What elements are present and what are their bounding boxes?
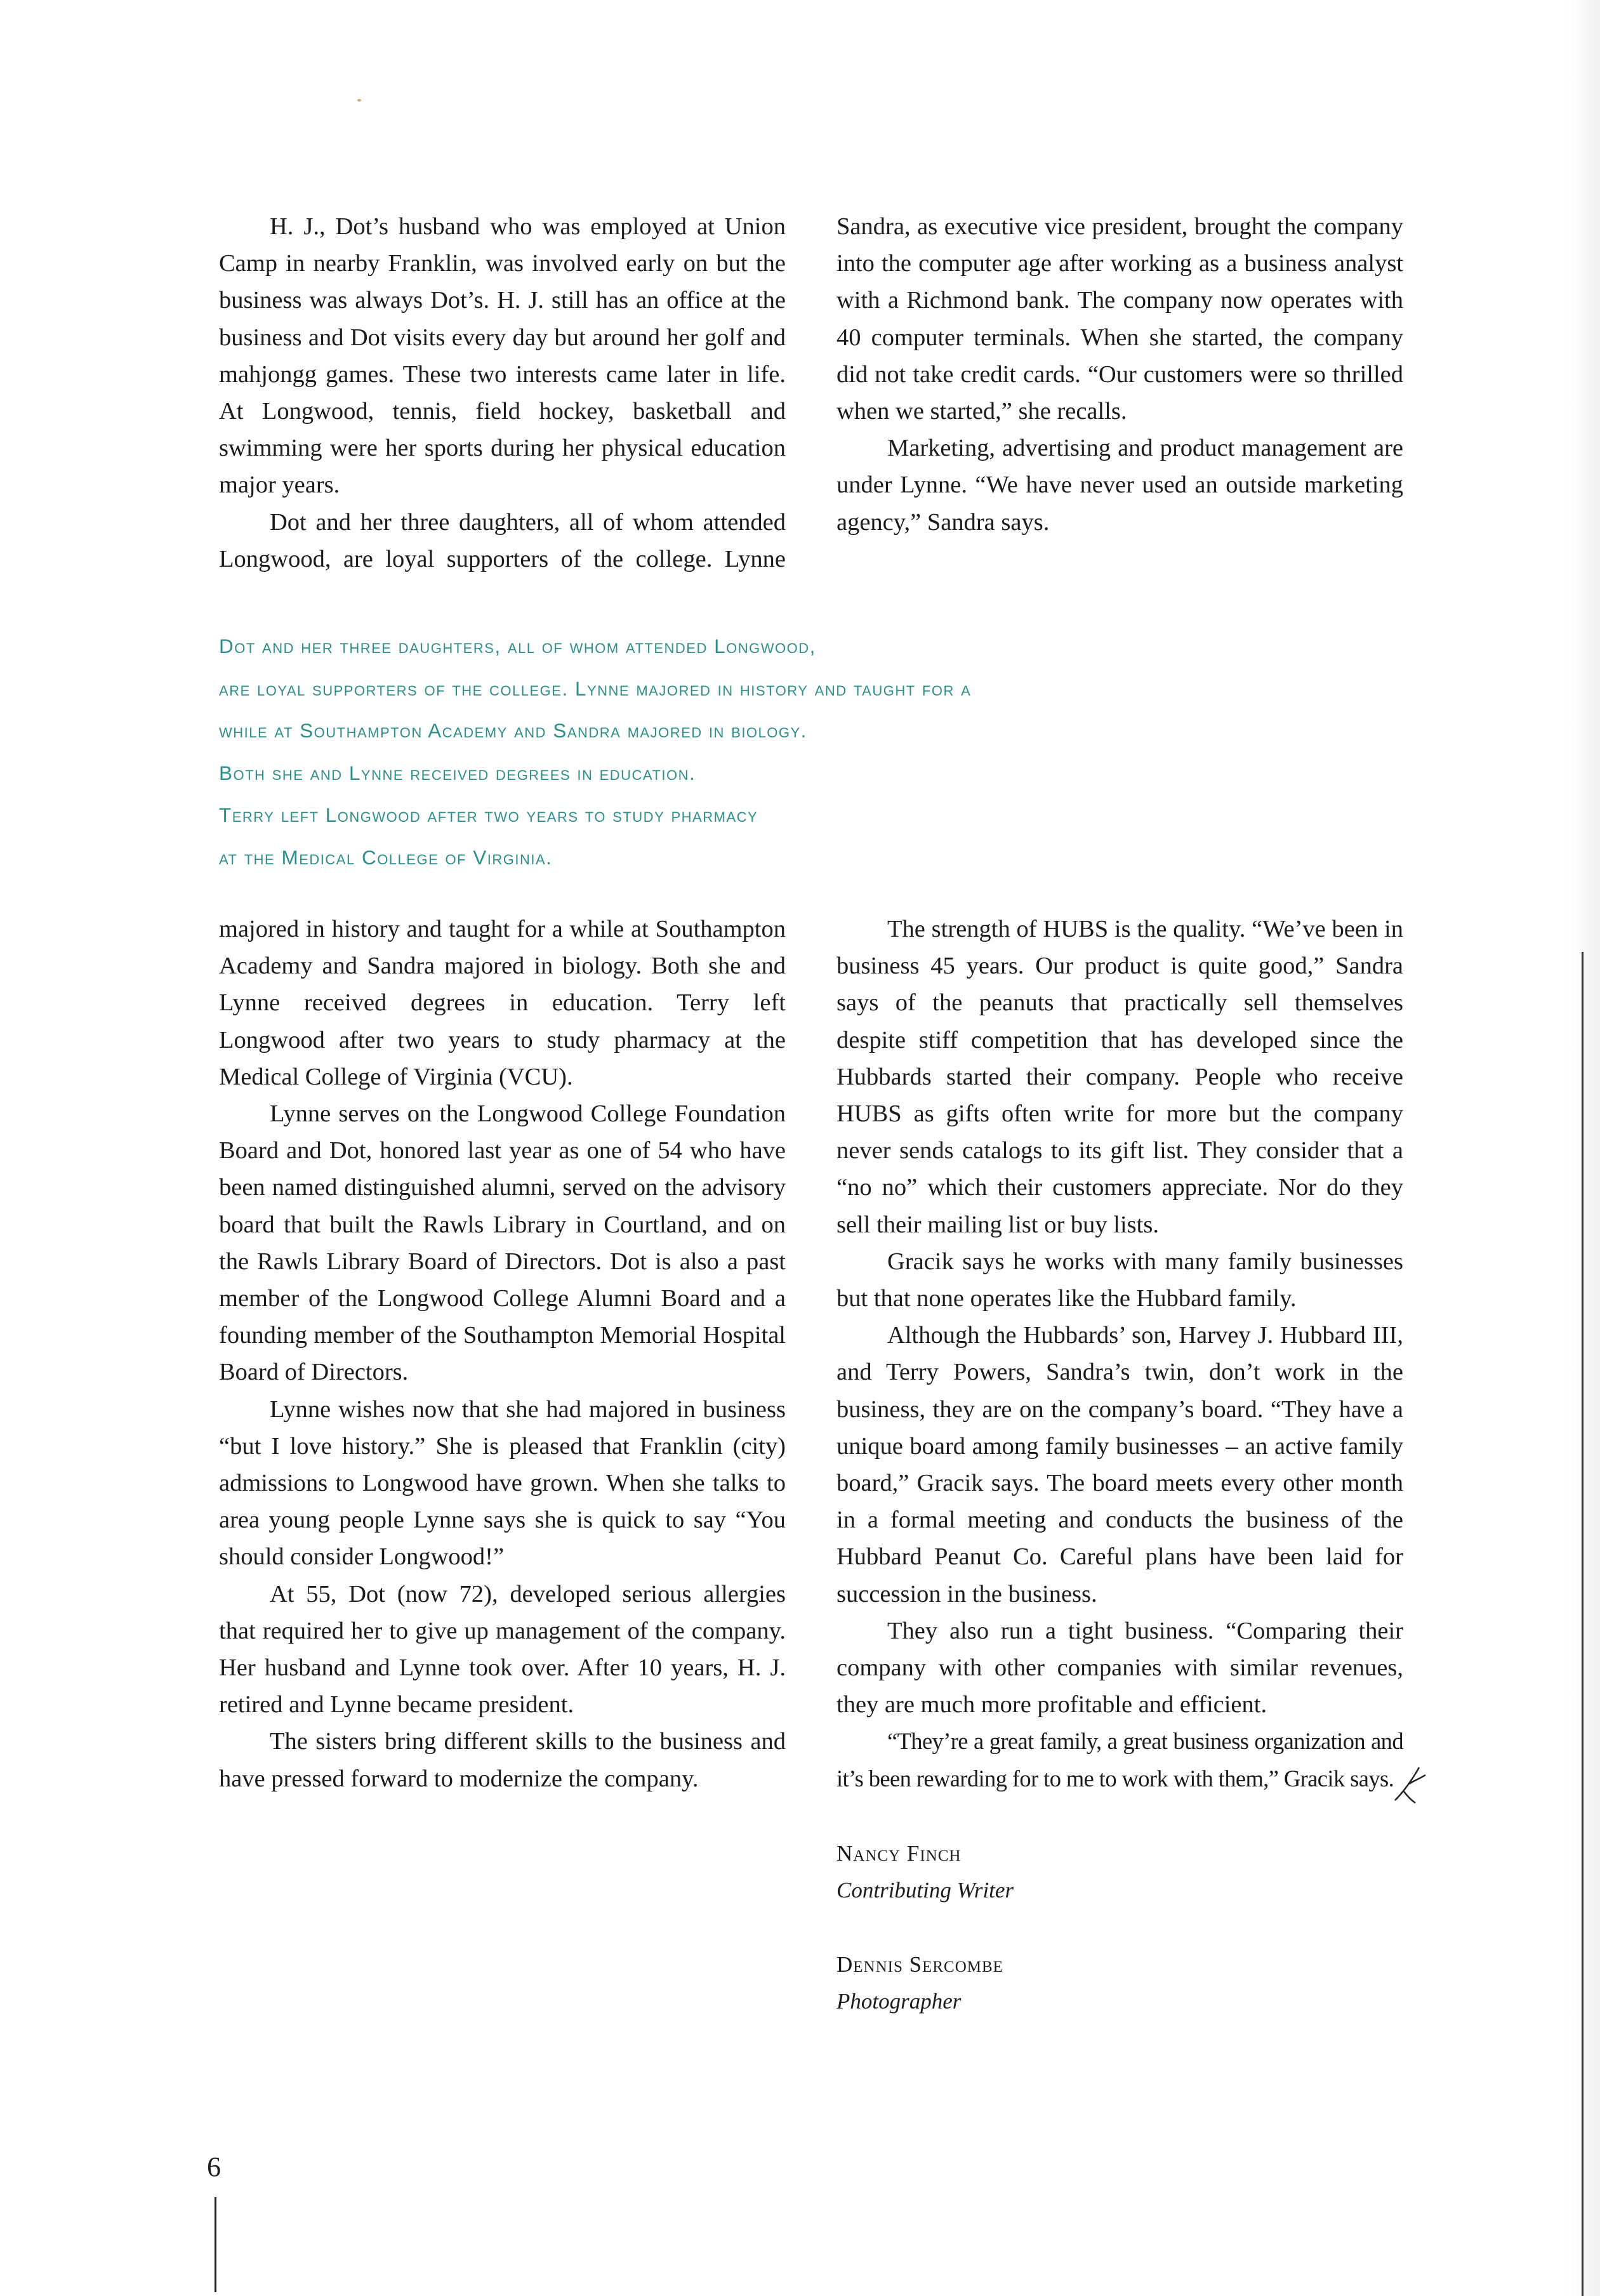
- column-top-left: [219, 208, 786, 577]
- credit-role: Contributing Writer: [836, 1878, 1014, 1903]
- paragraph: majored in history and taught for a while at Southampton Academy and Sandra majored in biology. Both she and Lynne received degrees in education. Terry left Longwood after two years to study pharmacy at the Medical College of Virginia (VCU).: [219, 916, 786, 1090]
- paragraph: The strength of HUBS is the quality. “We’ve been in business 45 years. Our product is quite good,” Sandra says of the peanuts that practically sell themselves despite stiff competition that has developed since the Hubbards started their company. People who receive HUBS as gifts often write for more but the company never sends catalogs to its gift list. They consider that a “no no” which their customers appreciate. Nor do they sell their mailing list or buy lists.: [836, 916, 1403, 1238]
- paragraph: Although the Hubbards’ son, Harvey J. Hubbard III, and Terry Powers, Sandra’s twin, don’t work in the business, they are on the company’s board. “They have a unique board among family businesses – an active family board,” Gracik says. The board meets every other month in a formal meeting and conducts the business of the Hubbard Peanut Co. Careful plans have been laid for succession in the business.: [836, 1322, 1403, 1607]
- paragraph: Marketing, advertising and product management are under Lynne. “We have never used an outside marketing agency,” Sandra says.: [836, 435, 1403, 536]
- credit-name: Nancy Finch: [836, 1841, 962, 1866]
- paragraph: Lynne serves on the Longwood College Foundation Board and Dot, honored last year as one of 54 who have been named distinguished alumni, served on the advisory board that built the Rawls Library in Courtland, and on the Rawls Library Board of Directors. Dot is also a past member of the Longwood College Alumni Board and a founding member of the Southampton Memorial Hospital Board of Directors.: [219, 1100, 786, 1386]
- pull-quote-line: Dot and her three daughters, all of whom attended Longwood,: [219, 635, 816, 657]
- paragraph: They also run a tight business. “Comparing their company with other companies with similar revenues, they are much more profitable and efficient.: [836, 1617, 1403, 1719]
- pull-quote-line: at the Medical College of Virginia.: [219, 845, 553, 869]
- credit-photographer: [836, 1946, 1003, 2020]
- end-mark-icon: [1390, 1761, 1428, 1805]
- column-bottom-left: [219, 911, 786, 1797]
- column-top-right: [836, 208, 1403, 541]
- pull-quote-line: Both she and Lynne received degrees in education.: [219, 761, 696, 784]
- credit-writer: [836, 1835, 1014, 1909]
- page-edge-shadow: [1568, 0, 1600, 2296]
- paragraph: Sandra, as executive vice president, brought the company into the computer age after working as a business analyst with a Richmond bank. The company now operates with 40 computer terminals. When she started, the company did not take credit cards. “Our customers were so thrilled when we started,” she recalls.: [836, 213, 1403, 425]
- paragraph: Dot and her three daughters, all of whom attended Longwood, are loyal supporters of the college. Lynne: [219, 508, 786, 572]
- column-bottom-right: [836, 911, 1403, 1797]
- pull-quote: [219, 625, 971, 879]
- pull-quote-line: while at Southampton Academy and Sandra majored in biology.: [219, 719, 807, 742]
- pull-quote-line: Terry left Longwood after two years to study pharmacy: [219, 803, 758, 827]
- credit-name: Dennis Sercombe: [836, 1952, 1003, 1977]
- paragraph: The sisters bring different skills to the business and have pressed forward to modernize the company.: [219, 1728, 786, 1792]
- page-number: 6: [207, 2151, 221, 2182]
- paragraph: Gracik says he works with many family businesses but that none operates like the Hubbard family.: [836, 1248, 1403, 1312]
- paragraph: Lynne wishes now that she had majored in business “but I love history.” She is pleased that Franklin (city) admissions to Longwood have grown. When she talks to area young people Lynne says she is quick to say “You should consider Longwood!”: [219, 1395, 786, 1571]
- paragraph-closing-quote: “They’re a great family, a great business organization and it’s been rewarding for to me to work with them,” Gracik says.: [836, 1728, 1403, 1791]
- pull-quote-line: are loyal supporters of the college. Lynne majored in history and taught for a: [219, 676, 972, 700]
- paragraph: H. J., Dot’s husband who was employed at Union Camp in nearby Franklin, was involved early on but the business was always Dot’s. H. J. still has an office at the business and Dot visits every day but around her golf and mahjongg games. These two interests came later in life. At Longwood, tennis, field hockey, basketball and swimming were her sports during her physical education major years.: [219, 213, 786, 499]
- page-edge-rule: [1582, 952, 1583, 2296]
- paper-speck: [357, 99, 361, 102]
- paragraph: At 55, Dot (now 72), developed serious allergies that required her to give up management of the company. Her husband and Lynne took over. After 10 years, H. J. retired and Lynne became president.: [219, 1580, 786, 1719]
- gutter-rule: [215, 2197, 216, 2292]
- credit-role: Photographer: [836, 1989, 962, 2014]
